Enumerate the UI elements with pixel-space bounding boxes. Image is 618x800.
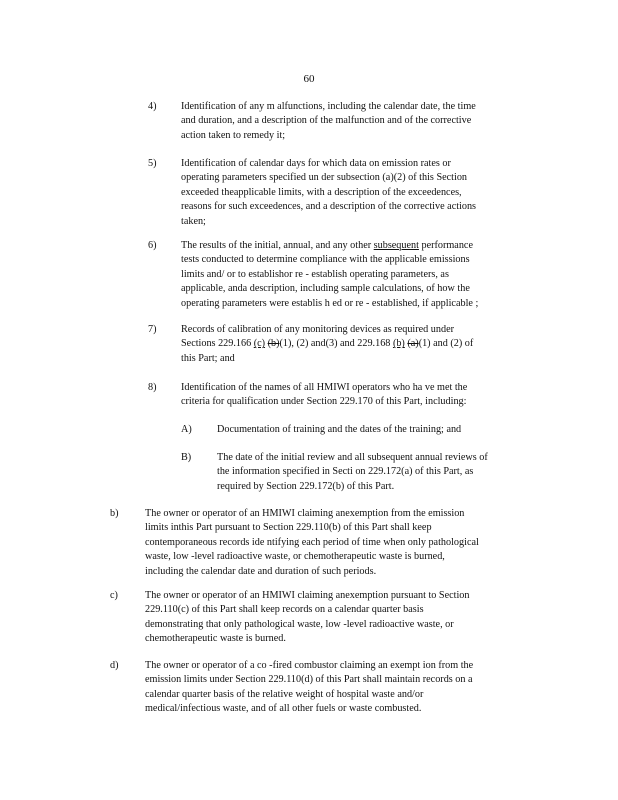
strikethrough-deletion: (b) bbox=[267, 338, 280, 350]
item-text: The date of the initial review and all subsequent annual reviews of the information specified in Secti on 229.172(a) of this Part, as required by Section 229.172(b) of this Part. bbox=[217, 452, 488, 492]
item-text: Records of calibration of any monitoring devices as required under Sections 229.166 (c) (b)(1), (2) and(3) and 229.168 (b) (a)(1) and (2) of this Part; and bbox=[181, 324, 474, 364]
item-label: 4) bbox=[148, 101, 157, 112]
underlined-insertion: subsequent bbox=[373, 240, 419, 251]
item-text: Documentation of training and the dates of the training; and bbox=[217, 424, 462, 435]
item-label: B) bbox=[181, 452, 192, 463]
underlined-insertion: (b) bbox=[392, 338, 405, 350]
item-label: 7) bbox=[148, 324, 157, 335]
page-number: 60 bbox=[303, 73, 315, 85]
item-label: 5) bbox=[148, 158, 157, 169]
strikethrough-deletion: (a) bbox=[407, 338, 419, 350]
item-label: 8) bbox=[148, 382, 157, 393]
item-label: c) bbox=[110, 590, 118, 601]
item-label: b) bbox=[110, 508, 119, 519]
underlined-insertion: (c) bbox=[253, 338, 266, 350]
item-label: 6) bbox=[148, 240, 157, 251]
item-text: The owner or operator of a co -fired combustor claiming an exempt ion from the emission limits under Section 229.110(d) of this Part shall maintain records on a calendar quarter basis of the relative weight of hospital waste and/or medical/infectious waste, and of all other fuels or waste combusted. bbox=[145, 660, 474, 715]
item-text: Identification of any m alfunctions, including the calendar date, the time and duration, and a description of the malfunction and of the corrective action taken to remedy it; bbox=[181, 101, 476, 141]
item-text: The owner or operator of an HMIWI claiming anexemption pursuant to Section 229.110(c) of this Part shall keep records on a calendar quarter basis demonstrating that only pathological waste, low -level radioactive waste, or chemotherapeutic waste is burned. bbox=[145, 590, 470, 645]
item-text: Identification of calendar days for which data on emission rates or operating parameters specified un der subsection (a)(2) of this Section exceeded theapplicable limits, with a description of the exceedences, reasons for such exceedences, and a description of the corrective actions taken; bbox=[181, 158, 477, 227]
item-label: A) bbox=[181, 424, 192, 435]
item-label: d) bbox=[110, 660, 119, 671]
item-text: Identification of the names of all HMIWI operators who ha ve met the criteria for qualification under Section 229.170 of this Part, including: bbox=[181, 382, 468, 408]
item-text: The owner or operator of an HMIWI claiming anexemption from the emission limits inthis Part pursuant to Section 229.110(b) of this Part shall keep contemporaneous records ide ntifying each period of time when only pathological waste, low -level radioactive waste, or chemotherapeutic waste is burned, including the calendar date and duration of such periods. bbox=[145, 508, 479, 577]
item-text: The results of the initial, annual, and any other subsequent performance tests conducted to determine compliance with the applicable emissions limits and/ or to establishor re - establish operating parameters, as applicable, anda description, including sample calculations, of how the operating parameters were establis h ed or re - established, if applicable ; bbox=[181, 240, 479, 309]
